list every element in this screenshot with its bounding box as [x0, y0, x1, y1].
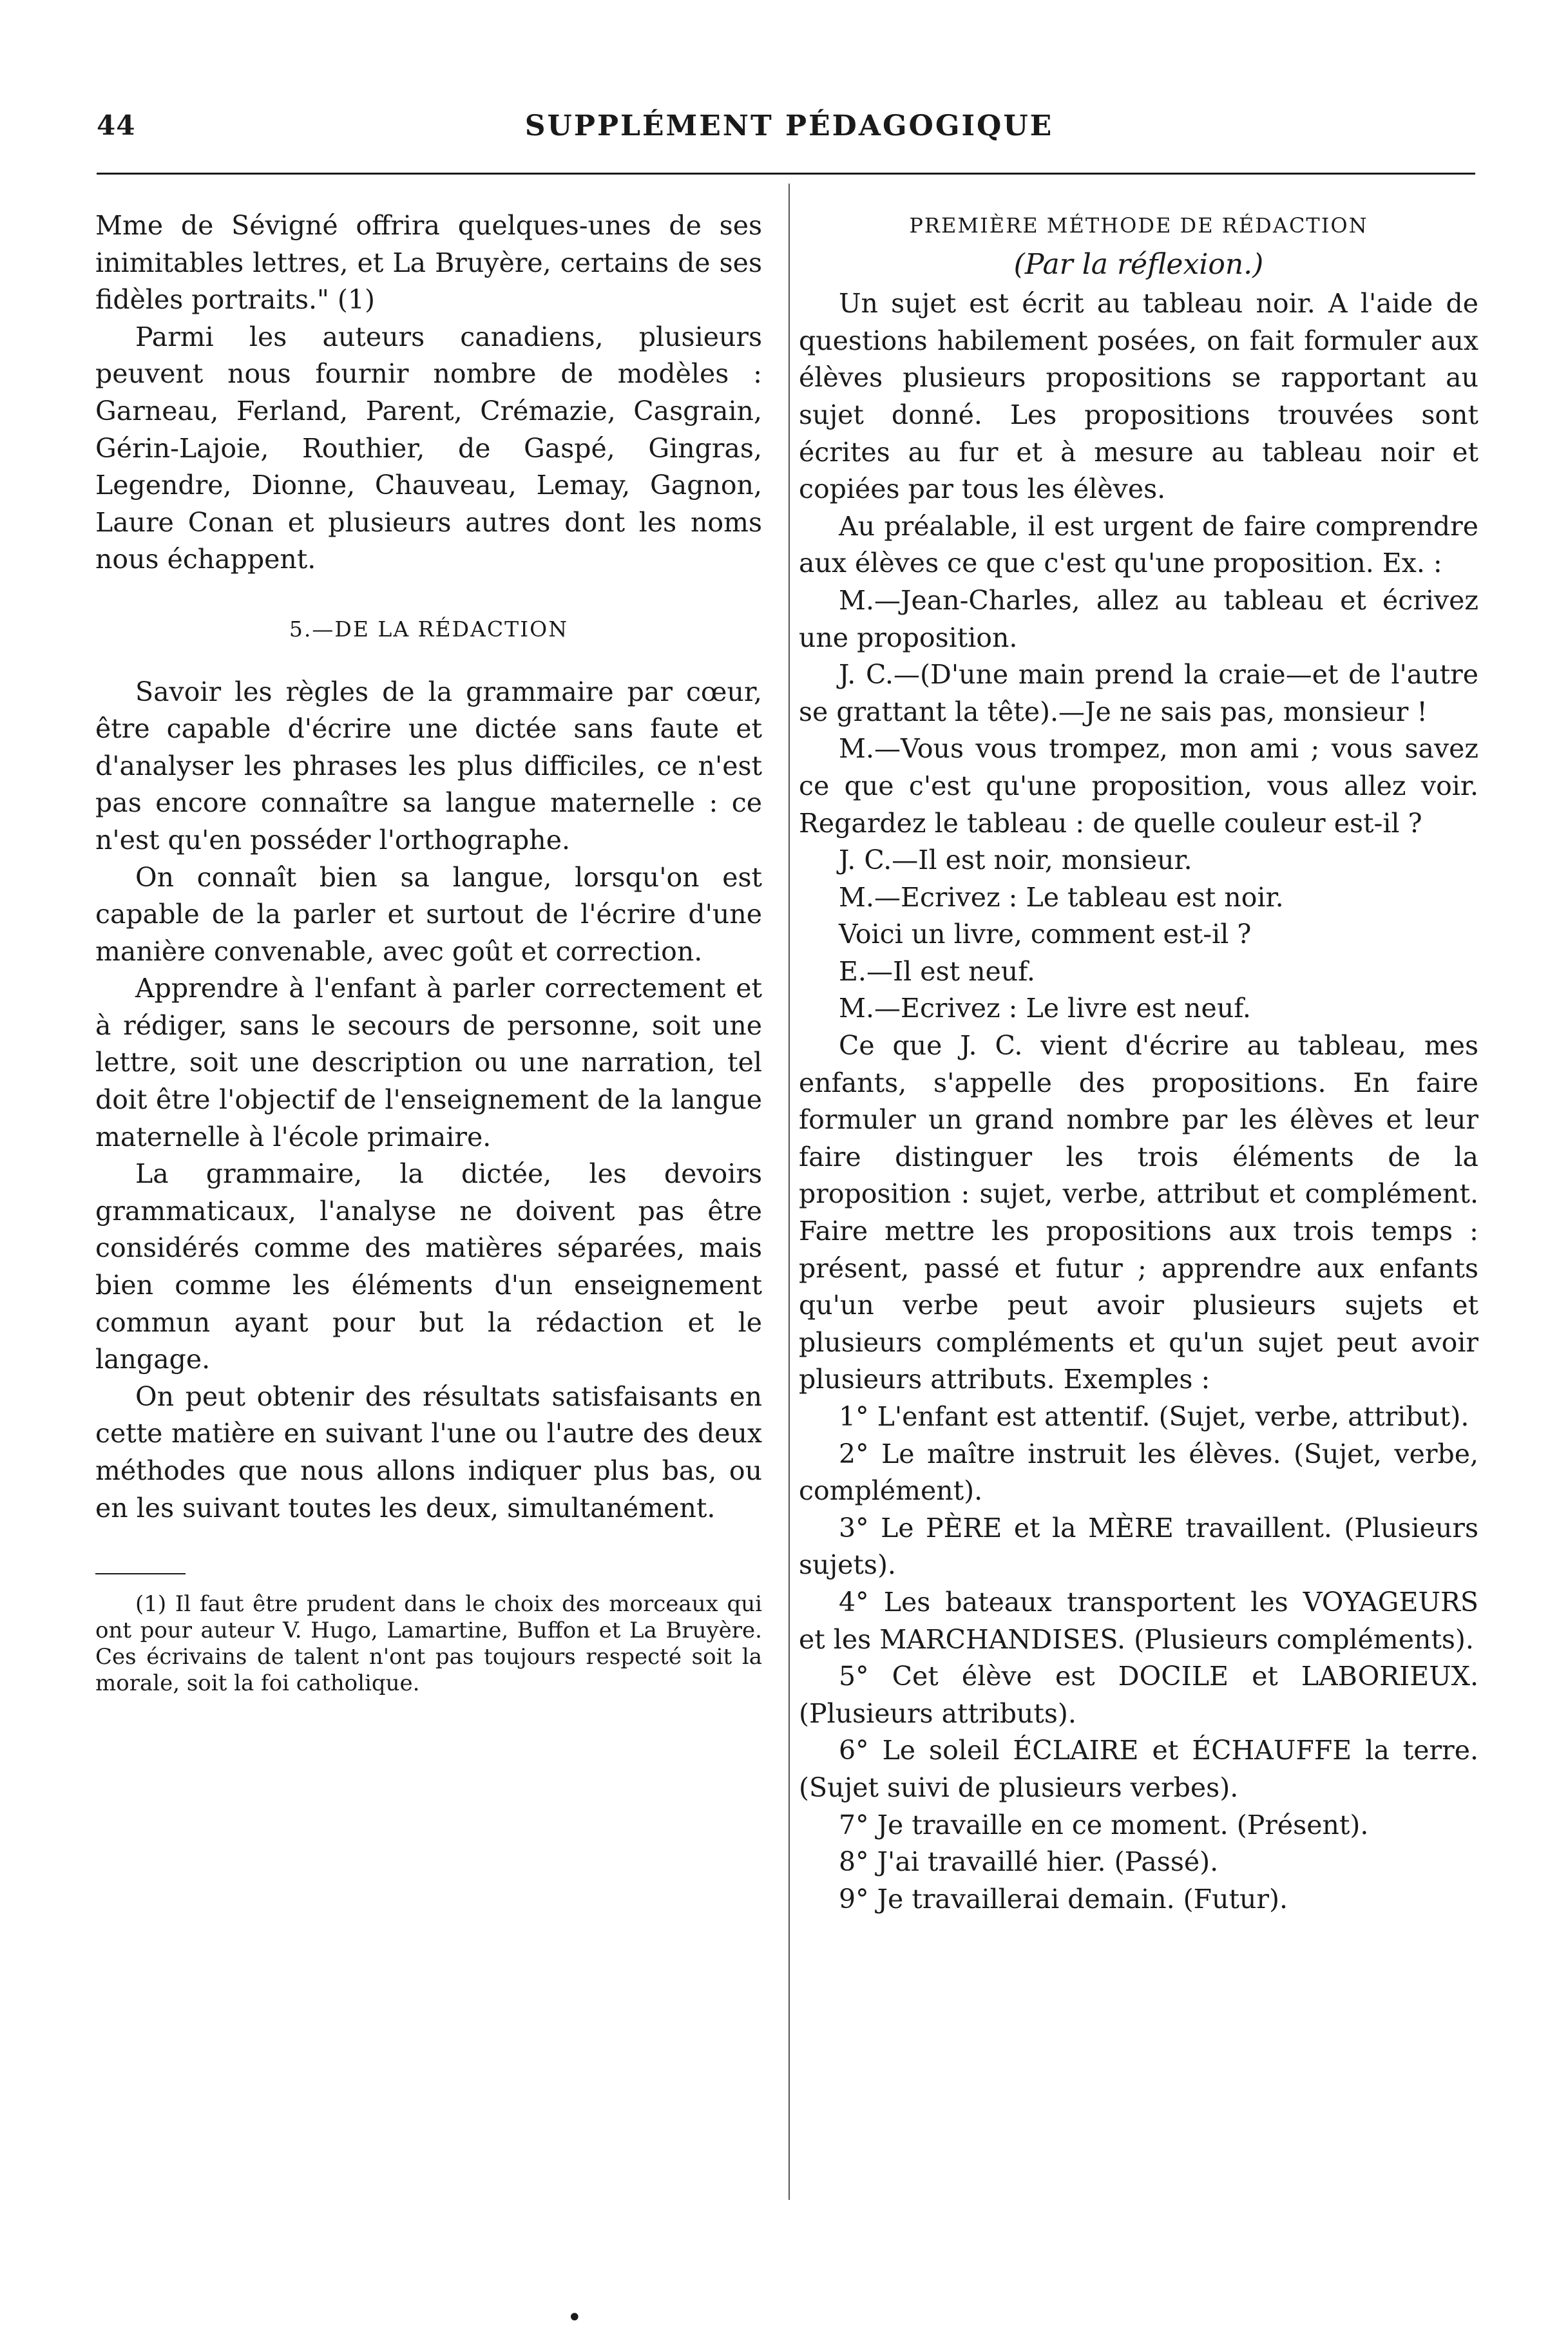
dialogue-line: J. C.—Il est noir, monsieur.	[839, 845, 1192, 876]
dialogue-line: J. C.—(D'une main prend la craie—et de l'autre se grattant la tête).—Je ne sais pas, monsieur !	[799, 659, 1478, 727]
paragraph: On peut obtenir des résultats satisfaisants en cette matière en suivant l'une ou l'autre des deux méthodes que nous allons indiquer plus bas, ou en les suivant toutes les deux, simultanément.	[95, 1381, 762, 1524]
column-divider	[789, 184, 790, 2200]
dialogue-line: M.—Jean-Charles, allez au tableau et écrivez une proposition.	[799, 584, 1478, 653]
header-rule	[97, 173, 1475, 175]
dialogue-line: Voici un livre, comment est-il ?	[839, 919, 1252, 950]
example-item: 3° Le PÈRE et la MÈRE travaillent. (Plusieurs sujets).	[799, 1512, 1478, 1581]
dialogue-line: M.—Ecrivez : Le tableau est noir.	[839, 881, 1284, 913]
dialogue-line: E.—Il est neuf.	[839, 955, 1035, 987]
page-header	[97, 110, 1482, 155]
paragraph: Un sujet est écrit au tableau noir. A l'aide de questions habilement posées, on fait formuler aux élèves plusieurs propositions se rapportant au sujet donné. Les propositions trouvées sont écrites au fur et à mesure au tableau noir et copiées par tous les élèves.	[799, 288, 1478, 505]
paragraph: Ce que J. C. vient d'écrire au tableau, mes enfants, s'appelle des propositions. En faire formuler un grand nombre par les élèves et leur faire distinguer les trois éléments de la proposition : sujet, verbe, attribut et complément. Faire mettre les propositions aux trois temps : présent, passé et futur ; apprendre aux enfants qu'un verbe peut avoir plusieurs sujets et plusieurs compléments et qu'un sujet peut avoir plusieurs attributs. Exemples :	[799, 1030, 1478, 1395]
example-item: 6° Le soleil ÉCLAIRE et ÉCHAUFFE la terre. (Sujet suivi de plusieurs verbes).	[799, 1735, 1478, 1803]
right-column	[799, 207, 1478, 1918]
dialogue-line: M.—Ecrivez : Le livre est neuf.	[839, 993, 1251, 1024]
example-item: 5° Cet élève est DOCILE et LABORIEUX. (Plusieurs attributs).	[799, 1661, 1478, 1729]
method-heading: PREMIÈRE MÉTHODE DE RÉDACTION	[909, 213, 1368, 238]
example-item: 2° Le maître instruit les élèves. (Sujet, verbe, complément).	[799, 1438, 1478, 1507]
example-item: 8° J'ai travaillé hier. (Passé).	[839, 1846, 1219, 1878]
example-item: 7° Je travaille en ce moment. (Présent).	[839, 1809, 1369, 1840]
example-item: 9° Je travaillerai demain. (Futur).	[839, 1883, 1288, 1915]
footnote-rule	[95, 1573, 186, 1574]
printer-mark: •	[567, 2303, 582, 2333]
footnote: (1) Il faut être prudent dans le choix des morceaux qui ont pour auteur V. Hugo, Lamartine, Buffon et La Bruyère. Ces écrivains de talent n'ont pas toujours respecté soit la morale, soit la foi catholique.	[95, 1591, 762, 1697]
paragraph: On connaît bien sa langue, lorsqu'on est capable de la parler et surtout de l'écrire d'une manière convenable, avec goût et correction.	[95, 861, 762, 967]
page-number: 44	[97, 110, 136, 141]
paragraph: Au préalable, il est urgent de faire comprendre aux élèves ce que c'est qu'une proposition. Ex. :	[799, 510, 1478, 579]
method-subheading: (Par la réflexion.)	[1013, 247, 1264, 281]
paragraph: Apprendre à l'enfant à parler correctement et à rédiger, sans le secours de personne, soit une lettre, soit une description ou une narration, tel doit être l'objectif de l'enseignement de la langue maternelle à l'école primaire.	[95, 973, 762, 1152]
paragraph: Savoir les règles de la grammaire par cœur, être capable d'écrire une dictée sans faute et d'analyser les phrases les plus difficiles, ce n'est pas encore connaître sa langue maternelle : ce n'est qu'en posséder l'orthographe.	[95, 676, 762, 855]
example-item: 1° L'enfant est attentif. (Sujet, verbe, attribut).	[839, 1401, 1469, 1432]
dialogue-line: M.—Vous vous trompez, mon ami ; vous savez ce que c'est qu'une proposition, vous allez voir. Regardez le tableau : de quelle couleur est-il ?	[799, 733, 1478, 839]
running-title: SUPPLÉMENT PÉDAGOGIQUE	[524, 110, 1054, 142]
example-item: 4° Les bateaux transportent les VOYAGEURS et les MARCHANDISES. (Plusieurs compléments).	[799, 1586, 1478, 1655]
paragraph: La grammaire, la dictée, les devoirs grammaticaux, l'analyse ne doivent pas être considérés comme des matières séparées, mais bien comme les éléments d'un enseignement commun ayant pour but la rédaction et le langage.	[95, 1158, 762, 1375]
section-heading: 5.—DE LA RÉDACTION	[289, 616, 569, 642]
paragraph: Mme de Sévigné offrira quelques-unes de ses inimitables lettres, et La Bruyère, certains de ses fidèles portraits." (1)	[95, 210, 762, 316]
paragraph: Parmi les auteurs canadiens, plusieurs peuvent nous fournir nombre de modèles : Garneau, Ferland, Parent, Crémazie, Casgrain, Gérin-Lajoie, Routhier, de Gaspé, Gingras, Legendre, Dionne, Chauveau, Lemay, Gagnon, Laure Conan et plusieurs autres dont les noms nous échappent.	[95, 321, 762, 575]
left-column	[95, 207, 762, 1697]
